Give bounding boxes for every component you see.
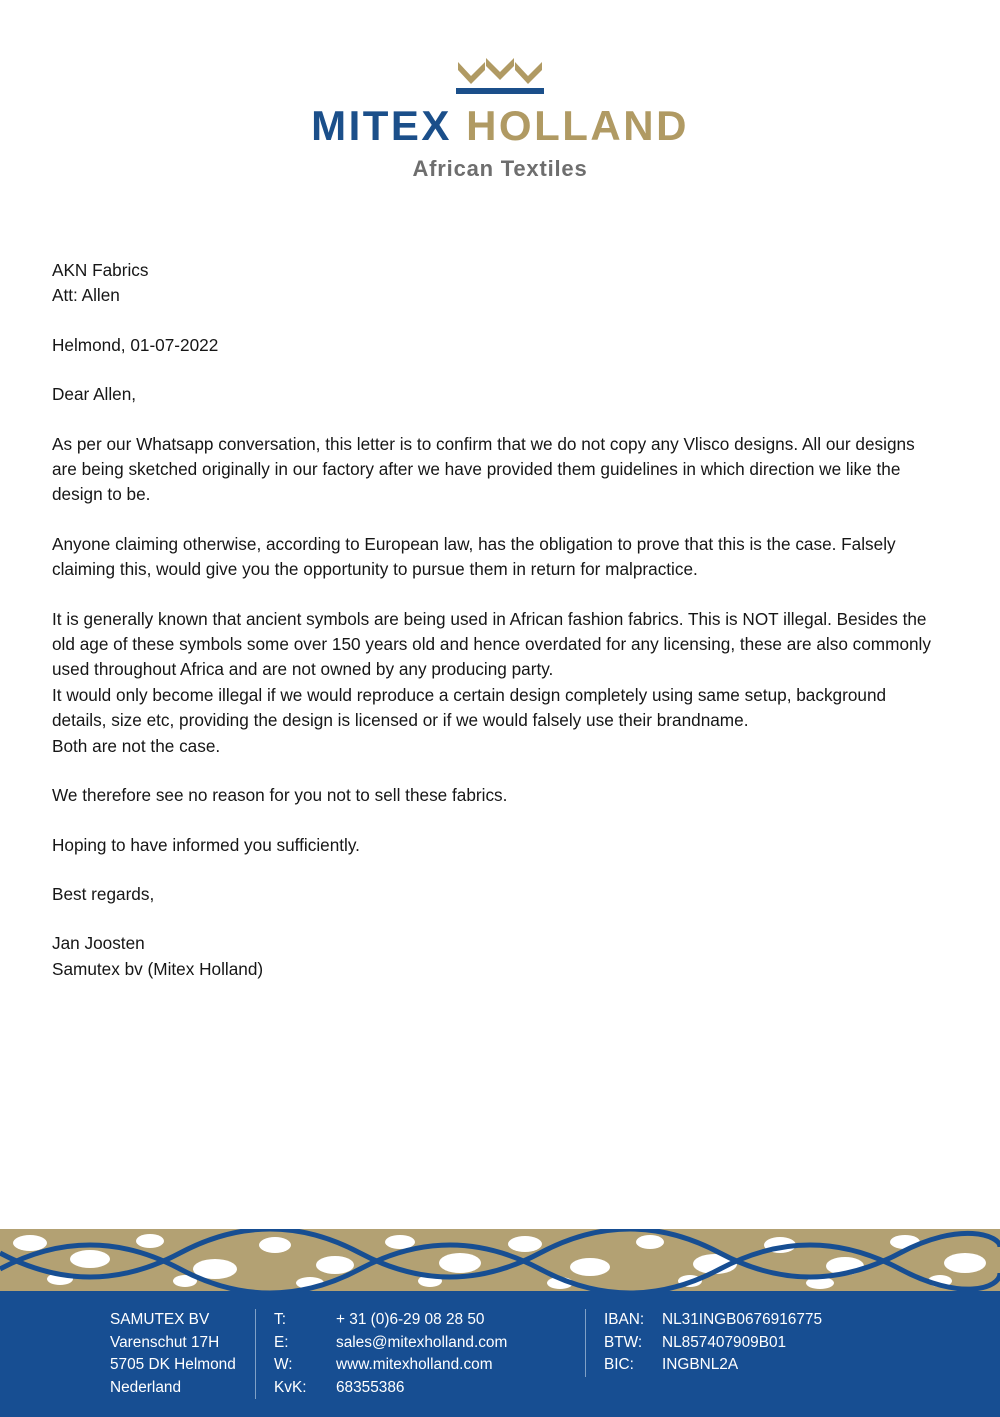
footer-website-label: W: bbox=[274, 1356, 293, 1374]
paragraph-6: We therefore see no reason for you not to sell these fabrics. bbox=[52, 785, 508, 806]
footer-bank-row bbox=[604, 1332, 905, 1355]
footer-website-value[interactable]: www.mitexholland.com bbox=[336, 1356, 493, 1374]
footer-bank-row bbox=[604, 1354, 905, 1377]
signer-company: Samutex bv (Mitex Holland) bbox=[52, 958, 264, 979]
paragraph-2: Anyone claiming otherwise, according to European law, has the obligation to prove that this is the case. Falsely claiming this, would give you the opportunity to pursue them in return for malpractice. bbox=[52, 533, 896, 580]
company-logo bbox=[311, 52, 689, 182]
footer-contact-row bbox=[274, 1377, 585, 1400]
paragraph-4: It would only become illegal if we would reproduce a certain design completely using same setup, background details, size etc, providing the design is licensed or if we would falsely use their brandname. bbox=[52, 684, 887, 731]
closing: Best regards, bbox=[52, 883, 155, 904]
recipient-company: AKN Fabrics bbox=[52, 260, 149, 280]
footer-contact-block bbox=[255, 1309, 585, 1399]
brand-name bbox=[311, 104, 689, 148]
paragraph-1: As per our Whatsapp conversation, this letter is to confirm that we do not copy any Vlisco designs. All our designs are being sketched originally in our factory after we have provided them guidelines in which direction we like the design to be. bbox=[52, 433, 915, 505]
footer-address-block bbox=[0, 1309, 255, 1399]
footer-postal-city: 5705 DK Helmond bbox=[110, 1356, 236, 1374]
crown-icon bbox=[440, 52, 560, 98]
decorative-pattern-band bbox=[0, 1229, 1000, 1291]
footer-bic-value: INGBNL2A bbox=[662, 1356, 739, 1374]
footer bbox=[0, 1291, 1000, 1417]
footer-phone-label: T: bbox=[274, 1311, 286, 1328]
footer-contact-row bbox=[274, 1354, 585, 1377]
footer-email-label: E: bbox=[274, 1333, 289, 1351]
salutation: Dear Allen, bbox=[52, 384, 137, 405]
footer-btw-value: NL857407909B01 bbox=[662, 1333, 787, 1351]
footer-kvk-label: KvK: bbox=[274, 1378, 307, 1396]
footer-bank-row bbox=[604, 1309, 905, 1332]
footer-bank-block bbox=[585, 1309, 905, 1377]
letterhead bbox=[0, 52, 1000, 182]
signer-name: Jan Joosten bbox=[52, 933, 145, 954]
footer-iban-value: NL31INGB0676916775 bbox=[662, 1311, 823, 1328]
paragraph-5: Both are not the case. bbox=[52, 735, 221, 756]
footer-iban-label: IBAN: bbox=[604, 1311, 645, 1328]
footer-kvk-value: 68355386 bbox=[336, 1378, 405, 1396]
footer-btw-label: BTW: bbox=[604, 1333, 643, 1351]
paragraph-3: It is generally known that ancient symbols are being used in African fashion fabrics. This is NOT illegal. Besides the old age of these symbols some over 150 years old and hence overdated for any licensing, these are also commonly used throughout Africa and are not owned by any producing party. bbox=[52, 608, 931, 680]
recipient-attention: Att: Allen bbox=[52, 285, 120, 306]
place-date: Helmond, 01-07-2022 bbox=[52, 334, 219, 355]
footer-phone-value: + 31 (0)6-29 08 28 50 bbox=[336, 1311, 485, 1328]
letter-body bbox=[52, 258, 932, 1006]
pattern-graphic bbox=[0, 1229, 1000, 1291]
brand-name-second: HOLLAND bbox=[466, 102, 689, 149]
footer-street: Varenschut 17H bbox=[110, 1333, 220, 1351]
brand-name-first: MITEX bbox=[311, 102, 452, 149]
footer-company: SAMUTEX BV bbox=[110, 1311, 210, 1328]
footer-contact-row bbox=[274, 1332, 585, 1355]
footer-email-value[interactable]: sales@mitexholland.com bbox=[336, 1333, 508, 1351]
paragraph-7: Hoping to have informed you sufficiently. bbox=[52, 834, 360, 855]
footer-bic-label: BIC: bbox=[604, 1356, 634, 1374]
footer-contact-row bbox=[274, 1309, 585, 1332]
brand-tagline: African Textiles bbox=[412, 156, 588, 182]
footer-country: Nederland bbox=[110, 1378, 182, 1396]
